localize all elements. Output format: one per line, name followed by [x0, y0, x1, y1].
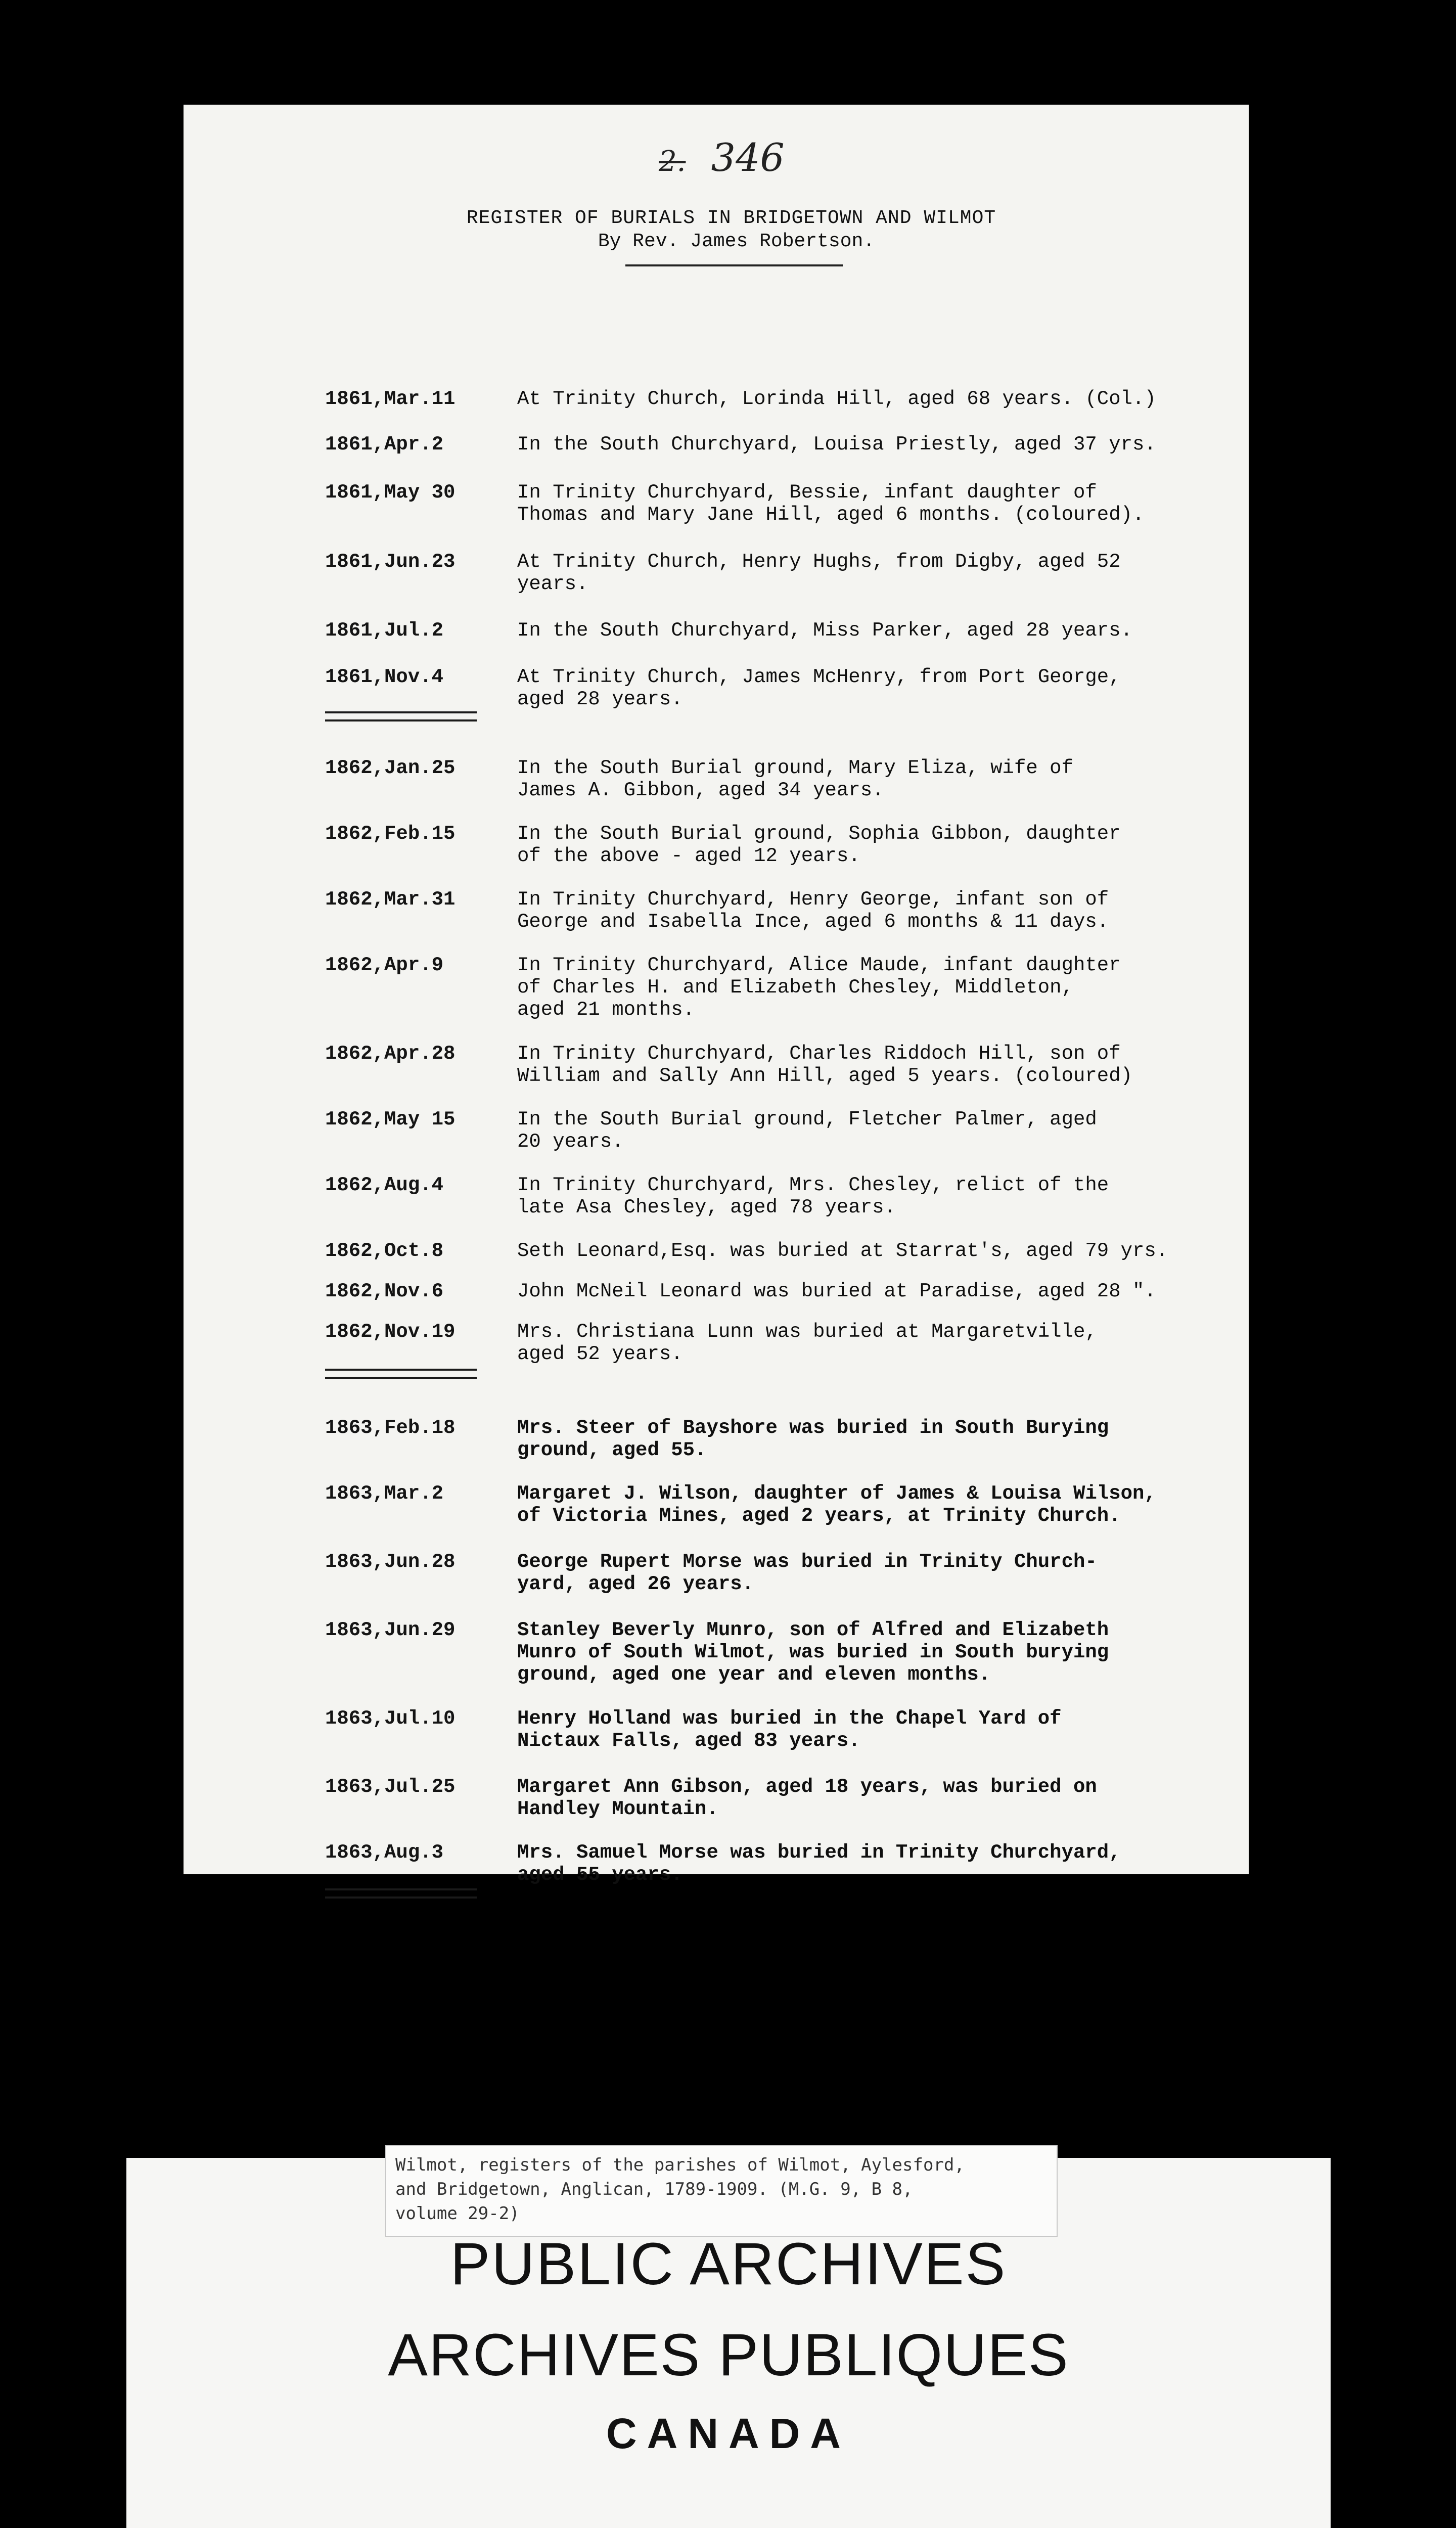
year-divider — [325, 1888, 477, 1899]
entry-date: 1863,Aug.3 — [325, 1841, 444, 1864]
burial-entry — [325, 1417, 1245, 1461]
entry-date: 1862,Oct.8 — [325, 1240, 444, 1262]
burial-entry — [325, 388, 1245, 410]
burial-entry — [325, 481, 1245, 526]
burial-entry — [325, 757, 1245, 801]
entry-text: In the South Burial ground, Sophia Gibbon, daughter of the above - aged 12 years. — [517, 823, 1121, 867]
heading-rule — [625, 264, 843, 266]
archives-stamp-french: ARCHIVES PUBLIQUES — [388, 2322, 1069, 2388]
archives-stamp-english: PUBLIC ARCHIVES — [450, 2231, 1007, 2297]
entry-text: Margaret J. Wilson, daughter of James & Louisa Wilson, of Victoria Mines, aged 2 years, at Trinity Church. — [517, 1482, 1156, 1527]
entry-text: John McNeil Leonard was buried at Paradise, aged 28 ". — [517, 1280, 1156, 1302]
entry-text: In Trinity Churchyard, Henry George, infant son of George and Isabella Ince, aged 6 months & 11 days. — [517, 888, 1109, 933]
entry-text: Mrs. Samuel Morse was buried in Trinity Churchyard, aged 55 years. — [517, 1841, 1121, 1886]
entry-date: 1861,Nov.4 — [325, 666, 444, 688]
burial-entry — [325, 954, 1245, 1021]
burial-entry — [325, 1280, 1245, 1302]
register-byline: By Rev. James Robertson. — [598, 231, 875, 252]
entry-date: 1863,Mar.2 — [325, 1482, 444, 1505]
entry-text: In Trinity Churchyard, Mrs. Chesley, relict of the late Asa Chesley, aged 78 years. — [517, 1174, 1109, 1218]
entry-date: 1861,Jul.2 — [325, 619, 444, 642]
entry-text: At Trinity Church, James McHenry, from Port George, aged 28 years. — [517, 666, 1121, 710]
burial-entry — [325, 1108, 1245, 1153]
entry-date: 1861,Apr.2 — [325, 433, 444, 456]
entry-text: In Trinity Churchyard, Alice Maude, infant daughter of Charles H. and Elizabeth Chesley, Middleton, aged 21 months. — [517, 954, 1121, 1021]
entry-text: Seth Leonard,Esq. was buried at Starrat's, aged 79 yrs. — [517, 1240, 1168, 1262]
entry-text: Stanley Beverly Munro, son of Alfred and Elizabeth Munro of South Wilmot, was buried in South burying ground, aged one year and eleven months. — [517, 1619, 1109, 1686]
entry-date: 1861,Mar.11 — [325, 388, 456, 410]
entry-text: In Trinity Churchyard, Charles Riddoch Hill, son of William and Sally Ann Hill, aged 5 years. (coloured) — [517, 1043, 1132, 1087]
burial-entry — [325, 888, 1245, 933]
burial-entry — [325, 1321, 1245, 1365]
entry-date: 1863,Feb.18 — [325, 1417, 456, 1439]
entry-text: At Trinity Church, Lorinda Hill, aged 68 years. (Col.) — [517, 388, 1156, 410]
collection-caption: Wilmot, registers of the parishes of Wilmot, Aylesford, and Bridgetown, Anglican, 1789-1909. (M.G. 9, B 8, volume 29-2) — [385, 2145, 1058, 2237]
page-number-value: 346 — [711, 135, 785, 180]
burial-entry — [325, 1707, 1245, 1752]
burial-entry — [325, 1619, 1245, 1686]
entry-date: 1862,Aug.4 — [325, 1174, 444, 1196]
entry-date: 1862,Apr.28 — [325, 1043, 456, 1065]
register-page — [184, 105, 1249, 1886]
entry-text: At Trinity Church, Henry Hughs, from Digby, aged 52 years. — [517, 551, 1121, 595]
entry-date: 1862,Nov.6 — [325, 1280, 444, 1302]
entry-date: 1861,May 30 — [325, 481, 456, 504]
entry-date: 1862,Nov.19 — [325, 1321, 456, 1343]
entry-text: Mrs. Christiana Lunn was buried at Margaretville, aged 52 years. — [517, 1321, 1097, 1365]
register-heading — [184, 207, 1249, 266]
burial-entry — [325, 551, 1245, 595]
archives-stamp-country: CANADA — [606, 2410, 851, 2457]
entry-text: Henry Holland was buried in the Chapel Yard of Nictaux Falls, aged 83 years. — [517, 1707, 1062, 1752]
entry-date: 1863,Jun.28 — [325, 1551, 456, 1573]
entry-text: George Rupert Morse was buried in Trinity Church- yard, aged 26 years. — [517, 1551, 1097, 1595]
entry-date: 1863,Jun.29 — [325, 1619, 456, 1641]
year-divider — [325, 711, 477, 721]
entry-date: 1862,Jan.25 — [325, 757, 456, 779]
entry-date: 1861,Jun.23 — [325, 551, 456, 573]
entry-text: In the South Churchyard, Louisa Priestly, aged 37 yrs. — [517, 433, 1156, 456]
year-divider — [325, 1369, 477, 1379]
burial-entry — [325, 823, 1245, 867]
burial-entry — [325, 1043, 1245, 1087]
burial-entry — [325, 1174, 1245, 1218]
burial-entry — [325, 1841, 1245, 1886]
burial-entry — [325, 1776, 1245, 1820]
entry-date: 1862,May 15 — [325, 1108, 456, 1131]
entry-date: 1862,Mar.31 — [325, 888, 456, 911]
burial-entry — [325, 1482, 1245, 1527]
burial-entry — [325, 433, 1245, 456]
register-title: REGISTER OF BURIALS IN BRIDGETOWN AND WILMOT — [466, 207, 996, 229]
entry-text: In the South Churchyard, Miss Parker, aged 28 years. — [517, 619, 1132, 642]
burial-entry — [325, 619, 1245, 642]
burial-entry — [325, 666, 1245, 710]
entry-date: 1862,Feb.15 — [325, 823, 456, 845]
entry-text: In Trinity Churchyard, Bessie, infant daughter of Thomas and Mary Jane Hill, aged 6 months. (coloured). — [517, 481, 1145, 526]
struck-page-number: 2. — [659, 145, 686, 178]
entry-text: Margaret Ann Gibson, aged 18 years, was buried on Handley Mountain. — [517, 1776, 1097, 1820]
handwritten-page-number — [659, 135, 785, 180]
entry-text: In the South Burial ground, Mary Eliza, wife of James A. Gibbon, aged 34 years. — [517, 757, 1073, 801]
burial-entry — [325, 1551, 1245, 1595]
entry-text: Mrs. Steer of Bayshore was buried in South Burying ground, aged 55. — [517, 1417, 1109, 1461]
entry-text: In the South Burial ground, Fletcher Palmer, aged 20 years. — [517, 1108, 1097, 1153]
entry-date: 1863,Jul.25 — [325, 1776, 456, 1798]
entry-date: 1862,Apr.9 — [325, 954, 444, 976]
entry-date: 1863,Jul.10 — [325, 1707, 456, 1730]
burial-entry — [325, 1240, 1245, 1262]
